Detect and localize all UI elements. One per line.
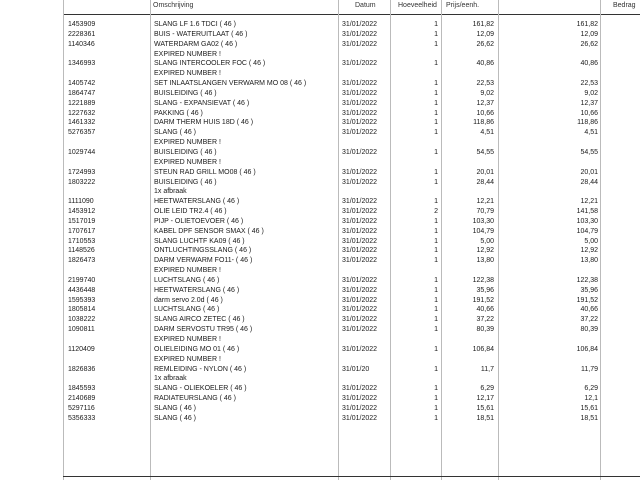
item-date: 31/01/2022 <box>342 414 378 422</box>
item-unit-price: 70,79 <box>476 208 494 216</box>
table-row <box>0 187 640 197</box>
item-description: EXPIRED NUMBER ! <box>154 50 221 58</box>
table-row <box>0 178 640 188</box>
item-description: BUISLEIDING ( 46 ) <box>154 148 217 156</box>
item-unit-price: 18,51 <box>476 414 494 422</box>
item-amount: 5,00 <box>584 237 598 245</box>
item-amount: 40,86 <box>580 60 598 68</box>
item-date: 31/01/2022 <box>342 326 378 334</box>
table-row <box>0 384 640 394</box>
item-code: 1120409 <box>68 345 95 353</box>
item-description: WATERDARM GA02 ( 46 ) <box>154 40 238 48</box>
item-amount: 4,51 <box>584 129 598 137</box>
item-amount: 122,38 <box>576 276 598 284</box>
header-description: Omschrijving <box>153 2 194 9</box>
item-unit-price: 104,79 <box>472 227 494 235</box>
item-unit-price: 118,86 <box>473 119 494 127</box>
item-amount: 104,79 <box>576 227 598 235</box>
item-quantity: 1 <box>434 276 438 284</box>
item-code: 1346993 <box>68 60 96 68</box>
table-row <box>0 286 640 296</box>
table-row <box>0 217 640 227</box>
item-amount: 12,37 <box>580 99 598 107</box>
item-date: 31/01/2022 <box>342 306 378 314</box>
item-code: 1595393 <box>68 296 96 304</box>
item-date: 31/01/2022 <box>342 40 378 48</box>
item-date: 31/01/2022 <box>342 385 378 393</box>
item-description: LUCHTSLANG ( 46 ) <box>154 276 220 284</box>
item-unit-price: 103,30 <box>472 217 494 225</box>
table-row <box>0 394 640 404</box>
item-unit-price: 9,02 <box>480 89 494 97</box>
item-amount: 103,30 <box>576 217 598 225</box>
item-description: PIJP - OLIETOEVOER ( 46 ) <box>154 217 244 225</box>
item-code: 1140346 <box>68 40 95 48</box>
table-row <box>0 325 640 335</box>
item-date: 31/01/2022 <box>342 296 378 304</box>
item-quantity: 1 <box>434 395 438 403</box>
item-unit-price: 80,39 <box>476 326 494 334</box>
table-row <box>0 30 640 40</box>
item-amount: 26,62 <box>580 40 598 48</box>
header-date: Datum <box>355 2 376 9</box>
bottom-divider <box>63 476 640 477</box>
item-description: SLANG LUCHTF KA09 ( 46 ) <box>154 237 245 245</box>
table-row <box>0 315 640 325</box>
item-quantity: 1 <box>434 414 438 422</box>
item-amount: 9,02 <box>584 89 598 97</box>
item-description: SLANG - OLIEKOELER ( 46 ) <box>154 385 247 393</box>
item-date: 31/01/2022 <box>342 316 378 324</box>
table-row <box>0 256 640 266</box>
item-unit-price: 12,09 <box>476 30 494 38</box>
item-date: 31/01/2022 <box>342 276 378 284</box>
item-code: 1805814 <box>68 306 96 314</box>
item-description: ONTLUCHTINGSSLANG ( 46 ) <box>154 247 252 255</box>
item-date: 31/01/2022 <box>342 80 378 88</box>
item-description: OLIELEIDING MO 01 ( 46 ) <box>154 345 240 353</box>
item-description: BUISLEIDING ( 46 ) <box>154 89 217 97</box>
item-amount: 10,66 <box>580 109 598 117</box>
table-row <box>0 69 640 79</box>
item-description: OLIE LEID TR2.4 ( 46 ) <box>154 208 227 216</box>
item-description: EXPIRED NUMBER ! <box>154 158 221 166</box>
item-description: DARM SERVOSTU TR95 ( 46 ) <box>154 326 253 334</box>
item-amount: 35,96 <box>580 286 598 294</box>
table-row <box>0 246 640 256</box>
item-amount: 18,51 <box>580 414 598 422</box>
item-amount: 161,82 <box>576 21 598 28</box>
table-row <box>0 168 640 178</box>
item-date: 31/01/2022 <box>342 119 378 127</box>
table-row <box>0 118 640 128</box>
item-quantity: 1 <box>434 148 438 156</box>
item-description: SLANG AIRCO ZETEC ( 46 ) <box>154 316 245 324</box>
table-row <box>0 79 640 89</box>
table-row <box>0 404 640 414</box>
item-code: 1405742 <box>68 80 96 88</box>
item-description: EXPIRED NUMBER ! <box>154 267 221 275</box>
item-amount: 191,52 <box>576 296 598 304</box>
item-unit-price: 122,38 <box>472 276 494 284</box>
item-description: DARM THERM HUIS 18D ( 46 ) <box>154 119 254 127</box>
item-quantity: 1 <box>434 385 438 393</box>
item-amount: 118,86 <box>577 119 598 127</box>
item-code: 5356333 <box>68 414 96 422</box>
item-date: 31/01/20 <box>342 365 370 373</box>
item-amount: 106,84 <box>576 345 598 353</box>
item-description: DARM VERWARM FO11- ( 46 ) <box>154 257 253 265</box>
item-quantity: 1 <box>434 316 438 324</box>
item-code: 1148526 <box>68 247 95 255</box>
table-row <box>0 40 640 50</box>
item-date: 31/01/2022 <box>342 247 378 255</box>
item-description: EXPIRED NUMBER ! <box>154 336 221 343</box>
item-date: 31/01/2022 <box>342 404 378 412</box>
item-quantity: 1 <box>434 30 438 38</box>
item-code: 2228361 <box>68 30 96 38</box>
item-description: REMLEIDING - NYLON ( 46 ) <box>154 365 247 373</box>
table-header <box>0 0 640 14</box>
item-unit-price: 12,92 <box>476 247 494 255</box>
item-code: 1826836 <box>68 365 96 373</box>
item-description: darm servo 2.0d ( 46 ) <box>154 296 223 304</box>
item-description: SLANG - EXPANSIEVAT ( 46 ) <box>154 99 250 107</box>
item-date: 31/01/2022 <box>342 198 378 206</box>
item-amount: 12,09 <box>580 30 598 38</box>
item-quantity: 1 <box>434 198 438 206</box>
item-code: 1453912 <box>68 208 96 216</box>
item-code: 1111090 <box>68 198 94 206</box>
item-unit-price: 12,21 <box>476 198 494 206</box>
table-row <box>0 355 640 365</box>
item-code: 1826473 <box>68 257 96 265</box>
item-date: 31/01/2022 <box>342 178 378 186</box>
item-amount: 6,29 <box>584 385 598 393</box>
item-amount: 80,39 <box>580 326 598 334</box>
item-description: EXPIRED NUMBER ! <box>154 355 221 363</box>
item-code: 1038222 <box>68 316 96 324</box>
item-unit-price: 12,37 <box>476 99 494 107</box>
item-date: 31/01/2022 <box>342 60 378 68</box>
item-description: RADIATEURSLANG ( 46 ) <box>154 395 236 403</box>
table-row <box>0 335 640 345</box>
item-code: 1453909 <box>68 21 96 28</box>
table-row <box>0 128 640 138</box>
item-amount: 141,58 <box>576 208 598 216</box>
item-code: 5276357 <box>68 129 96 137</box>
item-amount: 15,61 <box>580 404 598 412</box>
item-description: SLANG ( 46 ) <box>154 404 197 412</box>
table-row <box>0 227 640 237</box>
item-date: 31/01/2022 <box>342 109 378 117</box>
item-quantity: 1 <box>434 247 438 255</box>
table-row <box>0 89 640 99</box>
item-unit-price: 5,00 <box>480 237 494 245</box>
item-code: 1710553 <box>68 237 96 245</box>
item-date: 31/01/2022 <box>342 21 378 28</box>
item-unit-price: 10,66 <box>476 109 494 117</box>
item-unit-price: 28,44 <box>476 178 494 186</box>
table-row <box>0 345 640 355</box>
item-code: 1029744 <box>68 148 96 156</box>
item-unit-price: 11,7 <box>480 365 494 373</box>
item-unit-price: 6,29 <box>480 385 494 393</box>
item-date: 31/01/2022 <box>342 227 378 235</box>
item-quantity: 1 <box>434 326 438 334</box>
item-quantity: 1 <box>434 237 438 245</box>
table-row <box>0 138 640 148</box>
item-description: EXPIRED NUMBER ! <box>154 139 221 147</box>
table-row <box>0 59 640 69</box>
item-code: 1517019 <box>68 217 96 225</box>
item-quantity: 1 <box>434 306 438 314</box>
item-description: KABEL DPF SENSOR SMAX ( 46 ) <box>154 227 264 235</box>
item-code: 1461332 <box>68 119 96 127</box>
item-description: 1x afbraak <box>154 375 187 383</box>
item-description: 1x afbraak <box>154 188 187 196</box>
item-amount: 20,01 <box>580 168 598 176</box>
item-unit-price: 106,84 <box>472 345 494 353</box>
item-date: 31/01/2022 <box>342 208 378 216</box>
item-description: SET INLAATSLANGEN VERWARM MO 08 ( 46 ) <box>154 80 307 88</box>
table-row <box>0 374 640 384</box>
header-unit-price: Prijs/eenh. <box>446 2 480 9</box>
item-quantity: 1 <box>434 296 438 304</box>
table-row <box>0 365 640 375</box>
item-description: SLANG ( 46 ) <box>154 129 197 137</box>
item-amount: 12,92 <box>580 247 598 255</box>
item-date: 31/01/2022 <box>342 168 378 176</box>
table-row <box>0 296 640 306</box>
item-description: HEETWATERSLANG ( 46 ) <box>154 286 240 294</box>
item-quantity: 1 <box>434 80 438 88</box>
item-unit-price: 35,96 <box>476 286 494 294</box>
item-quantity: 1 <box>434 109 438 117</box>
item-unit-price: 15,61 <box>476 404 494 412</box>
item-description: SLANG ( 46 ) <box>154 414 197 422</box>
item-date: 31/01/2022 <box>342 395 378 403</box>
table-row <box>0 158 640 168</box>
item-code: 1724993 <box>68 168 96 176</box>
item-quantity: 1 <box>434 286 438 294</box>
item-description: LUCHTSLANG ( 46 ) <box>154 306 220 314</box>
item-quantity: 1 <box>434 89 438 97</box>
item-unit-price: 40,86 <box>476 60 494 68</box>
table-row <box>0 266 640 276</box>
item-date: 31/01/2022 <box>342 257 378 265</box>
item-date: 31/01/2022 <box>342 30 378 38</box>
table-row <box>0 197 640 207</box>
item-code: 1090811 <box>68 326 95 334</box>
item-amount: 12,1 <box>584 395 598 403</box>
table-row <box>0 109 640 119</box>
item-quantity: 1 <box>434 178 438 186</box>
table-row <box>0 414 640 424</box>
item-description: BUIS - WATERUITLAAT ( 46 ) <box>154 30 248 38</box>
item-amount: 11,79 <box>581 365 598 373</box>
item-code: 1803222 <box>68 178 96 186</box>
item-unit-price: 40,66 <box>476 306 494 314</box>
item-code: 4436448 <box>68 286 96 294</box>
table-row <box>0 207 640 217</box>
item-code: 5297116 <box>68 404 95 412</box>
item-date: 31/01/2022 <box>342 129 378 137</box>
item-code: 1707617 <box>68 227 96 235</box>
item-quantity: 1 <box>434 217 438 225</box>
item-description: SLANG INTERCOOLER FOC ( 46 ) <box>154 60 266 68</box>
item-quantity: 1 <box>434 365 438 373</box>
table-row <box>0 237 640 247</box>
item-unit-price: 54,55 <box>476 148 494 156</box>
item-quantity: 1 <box>434 227 438 235</box>
item-description: HEETWATERSLANG ( 46 ) <box>154 198 240 206</box>
item-code: 2199740 <box>68 276 96 284</box>
item-unit-price: 4,51 <box>480 129 494 137</box>
header-quantity: Hoeveelheid <box>398 2 437 9</box>
item-description: BUISLEIDING ( 46 ) <box>154 178 217 186</box>
item-date: 31/01/2022 <box>342 89 378 97</box>
table-row <box>0 276 640 286</box>
invoice-lines <box>0 20 640 424</box>
table-row <box>0 20 640 30</box>
item-description: SLANG LF 1.6 TDCI ( 46 ) <box>154 21 236 28</box>
table-row <box>0 99 640 109</box>
item-quantity: 2 <box>434 208 438 216</box>
item-code: 1845593 <box>68 385 96 393</box>
item-date: 31/01/2022 <box>342 217 378 225</box>
item-unit-price: 191,52 <box>472 296 494 304</box>
item-quantity: 1 <box>434 345 438 353</box>
item-quantity: 1 <box>434 168 438 176</box>
item-unit-price: 22,53 <box>476 80 494 88</box>
item-unit-price: 13,80 <box>476 257 494 265</box>
item-quantity: 1 <box>434 257 438 265</box>
item-date: 31/01/2022 <box>342 237 378 245</box>
item-quantity: 1 <box>434 119 438 127</box>
item-date: 31/01/2022 <box>342 148 378 156</box>
item-code: 1227632 <box>68 109 96 117</box>
item-unit-price: 26,62 <box>476 40 494 48</box>
item-code: 2140689 <box>68 395 96 403</box>
table-row <box>0 50 640 60</box>
item-unit-price: 161,82 <box>472 21 494 28</box>
item-unit-price: 12,17 <box>476 395 494 403</box>
table-row <box>0 305 640 315</box>
item-description: EXPIRED NUMBER ! <box>154 70 221 78</box>
item-amount: 12,21 <box>580 198 598 206</box>
item-description: STEUN RAD GRILL MO08 ( 46 ) <box>154 168 256 176</box>
item-amount: 28,44 <box>580 178 598 186</box>
item-amount: 54,55 <box>580 148 598 156</box>
item-date: 31/01/2022 <box>342 286 378 294</box>
item-amount: 13,80 <box>580 257 598 265</box>
item-amount: 22,53 <box>580 80 598 88</box>
item-date: 31/01/2022 <box>342 99 378 107</box>
item-code: 1864747 <box>68 89 96 97</box>
item-quantity: 1 <box>434 40 438 48</box>
item-amount: 40,66 <box>580 306 598 314</box>
item-quantity: 1 <box>434 99 438 107</box>
header-amount: Bedrag <box>613 2 636 9</box>
item-unit-price: 37,22 <box>476 316 494 324</box>
item-unit-price: 20,01 <box>476 168 494 176</box>
item-amount: 37,22 <box>580 316 598 324</box>
item-code: 1221889 <box>68 99 96 107</box>
table-row <box>0 148 640 158</box>
item-date: 31/01/2022 <box>342 345 378 353</box>
item-quantity: 1 <box>434 21 438 28</box>
item-quantity: 1 <box>434 129 438 137</box>
item-quantity: 1 <box>434 404 438 412</box>
item-quantity: 1 <box>434 60 438 68</box>
item-description: PAKKING ( 46 ) <box>154 109 203 117</box>
